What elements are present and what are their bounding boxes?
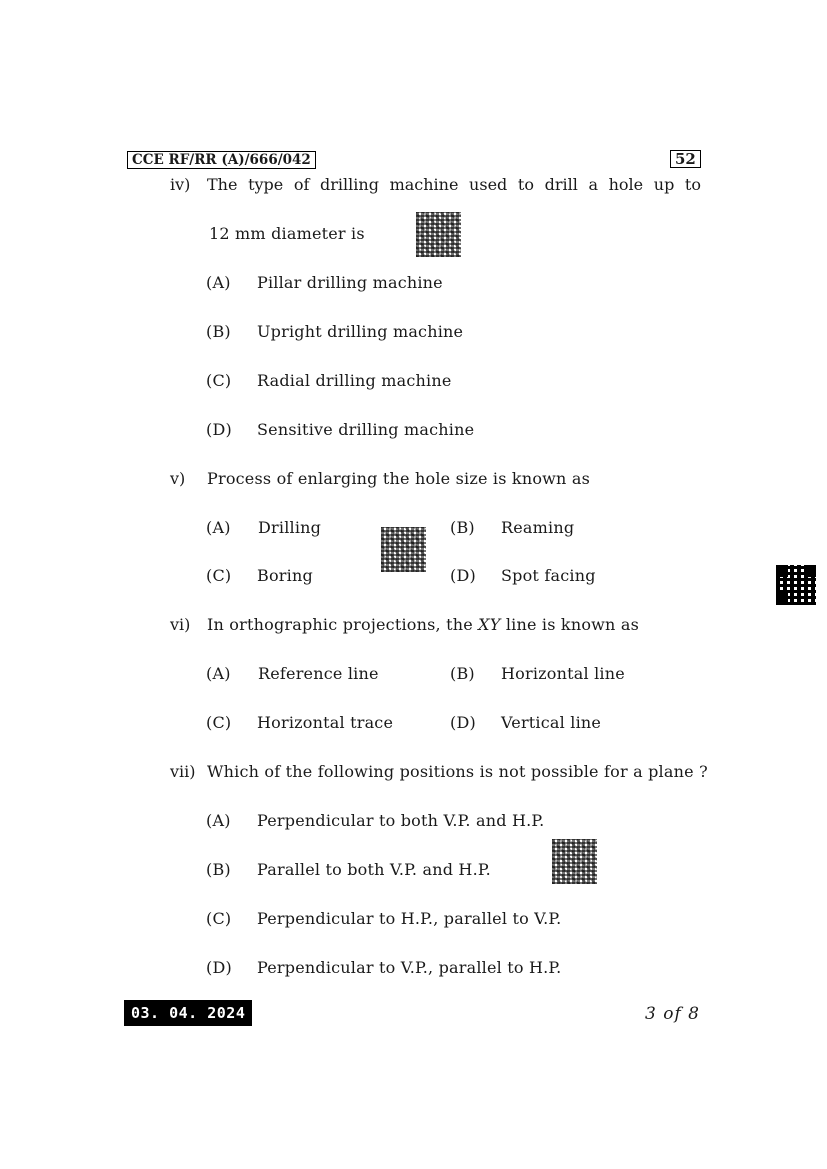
option-text: Horizontal line [501, 664, 625, 683]
option-text: Radial drilling machine [257, 371, 452, 390]
option-letter: (A) [206, 273, 231, 292]
option-text: Perpendicular to V.P., parallel to H.P. [257, 958, 562, 977]
option-letter: (C) [206, 371, 232, 390]
qr-code-icon [381, 527, 426, 572]
option-letter: (B) [450, 664, 475, 683]
qr-code-icon [416, 212, 461, 257]
option-letter: (D) [450, 566, 476, 585]
option-letter: (C) [206, 566, 232, 585]
qr-code-icon [776, 565, 816, 605]
option-letter: (D) [450, 713, 476, 732]
option-text: Reference line [258, 664, 379, 683]
question-text: Which of the following positions is not possible for a plane ? [207, 762, 708, 781]
option-letter: (A) [206, 811, 231, 830]
option-letter: (C) [206, 713, 232, 732]
option-text: Vertical line [501, 713, 602, 732]
qr-code-icon [552, 839, 597, 884]
option-text: Spot facing [501, 566, 596, 585]
option-text: Boring [257, 566, 313, 585]
option-text: Reaming [501, 518, 575, 537]
paper-number: 52 [670, 150, 701, 168]
option-letter: (B) [206, 322, 231, 341]
exam-date: 03. 04. 2024 [124, 1000, 252, 1026]
question-number: v) [170, 469, 186, 488]
option-text: Perpendicular to H.P., parallel to V.P. [257, 909, 562, 928]
question-number: iv) [170, 175, 191, 194]
option-text: Sensitive drilling machine [257, 420, 475, 439]
question-text-part: line is known as [500, 615, 639, 634]
option-letter: (B) [206, 860, 231, 879]
option-letter: (A) [206, 518, 231, 537]
option-text: Upright drilling machine [257, 322, 464, 341]
option-letter: (D) [206, 958, 232, 977]
question-text [207, 615, 639, 634]
xy-term: XY [478, 615, 501, 634]
option-letter: (B) [450, 518, 475, 537]
option-letter: (C) [206, 909, 232, 928]
question-text: Process of enlarging the hole size is known as [207, 469, 590, 488]
paper-code: CCE RF/RR (A)/666/042 [127, 151, 316, 169]
option-letter: (D) [206, 420, 232, 439]
option-text: Drilling [258, 518, 322, 537]
option-text: Perpendicular to both V.P. and H.P. [257, 811, 545, 830]
question-number: vi) [170, 615, 191, 634]
question-text-continued: 12 mm diameter is [209, 224, 365, 243]
option-text: Pillar drilling machine [257, 273, 443, 292]
option-text: Horizontal trace [257, 713, 394, 732]
question-number: vii) [170, 762, 196, 781]
question-text-part: In orthographic projections, the [207, 615, 479, 634]
page-number: 3 of 8 [645, 1004, 700, 1024]
question-text: The type of drilling machine used to drill a hole up to [207, 175, 701, 194]
option-letter: (A) [206, 664, 231, 683]
option-text: Parallel to both V.P. and H.P. [257, 860, 491, 879]
